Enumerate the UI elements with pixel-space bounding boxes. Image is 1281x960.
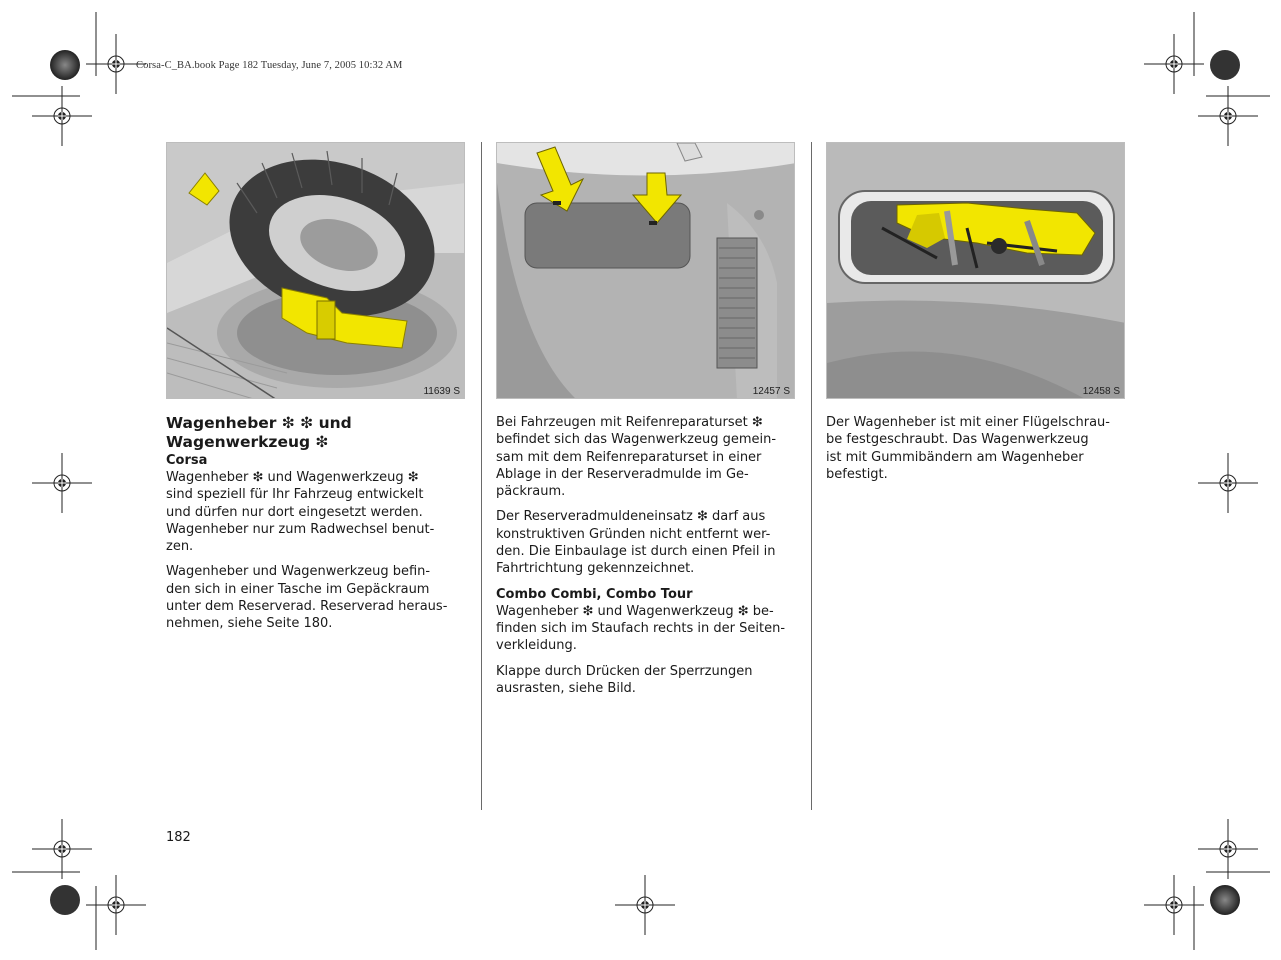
column-1 <box>166 414 466 641</box>
text-line: ist mit Gummibändern am Wagenheber <box>826 449 1084 465</box>
text-line: zen. <box>166 539 194 555</box>
paragraph <box>166 469 466 555</box>
column-rule <box>481 142 482 810</box>
paragraph <box>826 414 1126 483</box>
figure-storage-compartment <box>826 142 1125 399</box>
text-line: befestigt. <box>826 466 888 482</box>
text-line: finden sich im Staufach rechts in der Seiten- <box>496 620 786 636</box>
paragraph <box>166 563 466 632</box>
text-line: Fahrtrichtung gekennzeichnet. <box>496 561 695 577</box>
text-line: Klappe durch Drücken der Sperrzungen <box>496 663 753 679</box>
section-title-line: Wagenheber ❇ ❇ und <box>166 414 352 432</box>
column-3 <box>826 414 1126 491</box>
paragraph <box>496 508 796 577</box>
paragraph <box>496 603 796 655</box>
text-line: be festgeschraubt. Das Wagenwerkzeug <box>826 432 1089 448</box>
text-line: Ablage in der Reserveradmulde im Ge- <box>496 466 749 482</box>
paragraph <box>496 414 796 500</box>
text-line: sam mit dem Reifenreparaturset in einer <box>496 449 762 465</box>
section-subtitle: Corsa <box>166 453 208 468</box>
figure-code: 12458 S <box>1082 386 1120 397</box>
section-subtitle: Combo Combi, Combo Tour <box>496 586 693 602</box>
figure-code: 12457 S <box>752 386 790 397</box>
section-title-line: Wagenwerkzeug ❇ <box>166 433 329 451</box>
text-line: Bei Fahrzeugen mit Reifenreparaturset ❇ <box>496 415 763 430</box>
column-rule <box>811 142 812 810</box>
text-line: Wagenheber und Wagenwerkzeug befin- <box>166 564 431 580</box>
text-line: verkleidung. <box>496 638 577 654</box>
book-header-info: Corsa-C_BA.book Page 182 Tuesday, June 7, 2005 10:32 AM <box>136 60 403 71</box>
paragraph <box>496 663 796 698</box>
text-line: Der Reserveradmuldeneinsatz ❇ darf aus <box>496 509 766 525</box>
text-line: Wagenheber nur zum Radwechsel benut- <box>166 521 435 537</box>
text-line: und dürfen nur dort eingesetzt werden. <box>166 504 423 520</box>
column-2 <box>496 414 796 705</box>
section-title <box>166 414 466 452</box>
text-line: den. Die Einbaulage ist durch einen Pfeil in <box>496 544 776 560</box>
page-number: 182 <box>166 830 191 845</box>
text-line: konstruktiven Gründen nicht entfernt wer- <box>496 526 771 542</box>
text-line: Wagenheber ❇ und Wagenwerkzeug ❇ be- <box>496 603 774 619</box>
figure-side-panel-arrows <box>496 142 795 399</box>
text-line: den sich in einer Tasche im Gepäckraum <box>166 581 430 597</box>
text-line: Der Wagenheber ist mit einer Flügelschrau- <box>826 415 1110 430</box>
text-line: unter dem Reserverad. Reserverad heraus- <box>166 599 448 615</box>
figure-spare-wheel-jack <box>166 142 465 399</box>
text-line: sind speziell für Ihr Fahrzeug entwickelt <box>166 487 424 503</box>
text-line: Wagenheber ❇ und Wagenwerkzeug ❇ <box>166 470 419 485</box>
figure-code: 11639 S <box>423 386 460 397</box>
text-line: päckraum. <box>496 484 566 500</box>
text-line: befindet sich das Wagenwerkzeug gemein- <box>496 432 777 448</box>
text-line: ausrasten, siehe Bild. <box>496 680 636 696</box>
text-line: nehmen, siehe Seite 180. <box>166 616 333 632</box>
